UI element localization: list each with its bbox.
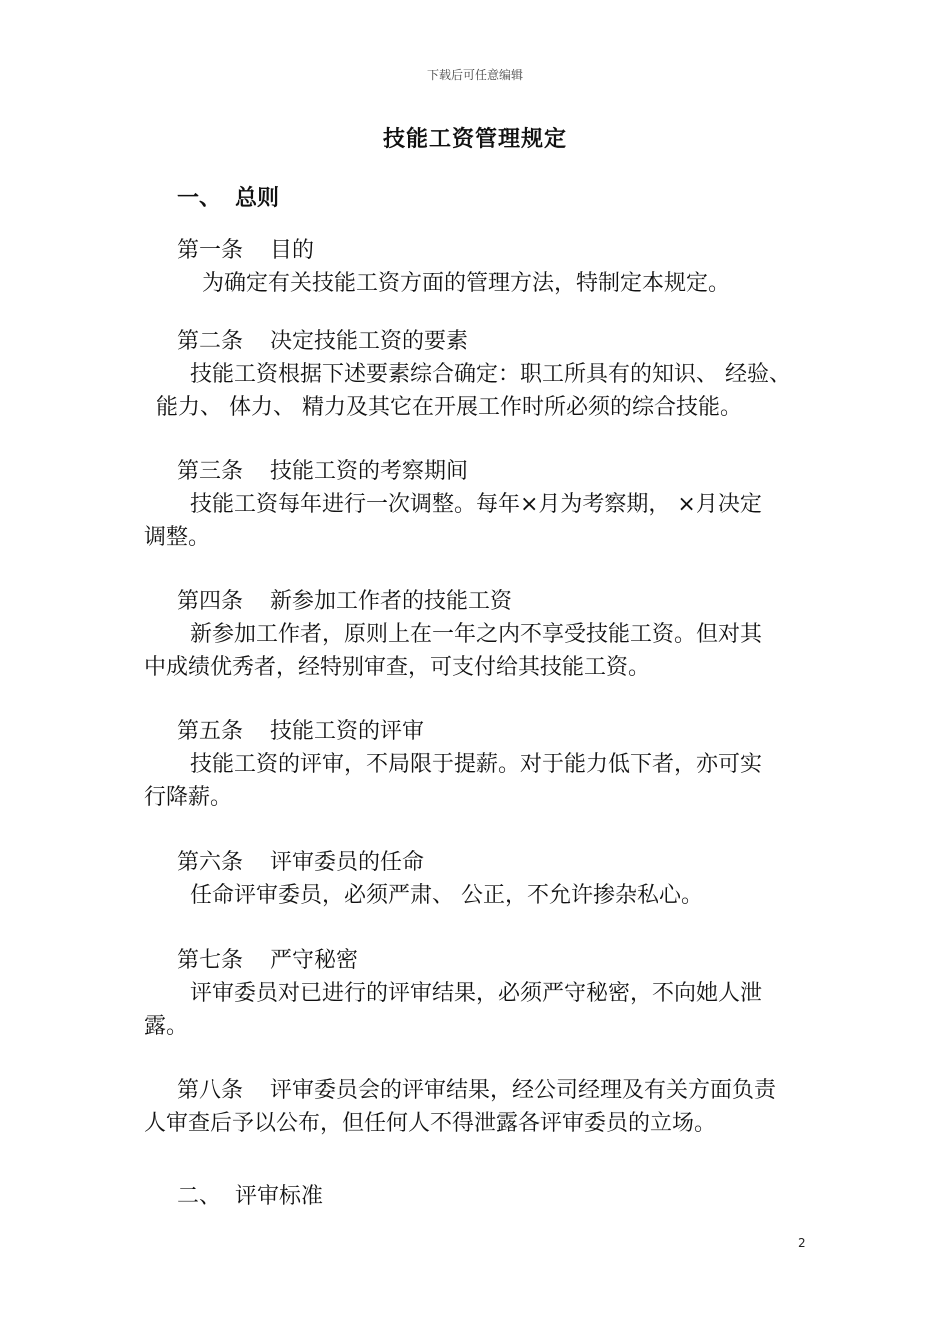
article-1-body-line-1: 为确定有关技能工资方面的管理方法，特制定本规定。 — [202, 271, 731, 296]
article-2-heading — [177, 331, 468, 353]
article-title: 评审委员会的评审结果，经公司经理及有关方面负责 — [270, 1078, 777, 1103]
article-4-body-line-1: 新参加工作者，原则上在一年之内不享受技能工资。但对其 — [190, 622, 763, 647]
page-number: 2 — [798, 1236, 806, 1250]
article-3-body-line-2: 调整。 — [144, 525, 211, 550]
article-7-heading — [177, 950, 358, 972]
article-title: 决定技能工资的要素 — [270, 329, 469, 354]
article-2-body-line-1: 技能工资根据下述要素综合确定：职工所具有的知识、 经验、 — [190, 362, 791, 387]
article-label: 第四条 — [177, 589, 244, 614]
article-8-body-line-1: 人审查后予以公布，但任何人不得泄露各评审委员的立场。 — [144, 1111, 717, 1136]
article-6-heading — [177, 852, 424, 874]
section-number: 一、 — [177, 186, 222, 211]
section-heading-general — [177, 181, 279, 212]
article-5-body-line-2: 行降薪。 — [144, 785, 233, 810]
article-label: 第七条 — [177, 948, 244, 973]
article-title: 目的 — [270, 238, 315, 263]
article-4-heading — [177, 591, 512, 613]
article-title: 技能工资的考察期间 — [270, 459, 469, 484]
article-3-heading — [177, 461, 468, 483]
article-label: 第二条 — [177, 329, 244, 354]
article-label: 第三条 — [177, 459, 244, 484]
article-2-body-line-2: 能力、 体力、 精力及其它在开展工作时所必须的综合技能。 — [156, 395, 742, 420]
header-note: 下载后可任意编辑 — [426, 68, 523, 82]
article-1-heading — [177, 240, 314, 262]
article-label: 第六条 — [177, 850, 244, 875]
article-8-heading — [177, 1080, 776, 1102]
section-title: 总则 — [235, 186, 280, 211]
article-title: 评审委员的任命 — [270, 850, 425, 875]
article-3-body-line-1: 技能工资每年进行一次调整。每年×月为考察期， ×月决定 — [190, 492, 762, 517]
article-title: 技能工资的评审 — [270, 719, 425, 744]
article-label: 第八条 — [177, 1078, 244, 1103]
document-title: 技能工资管理规定 — [382, 127, 567, 152]
section-number: 二、 — [177, 1184, 222, 1209]
article-7-body-line-2: 露。 — [144, 1014, 189, 1039]
article-4-body-line-2: 中成绩优秀者，经特别审查，可支付给其技能工资。 — [144, 655, 651, 680]
section-title: 评审标准 — [235, 1184, 324, 1209]
article-title: 新参加工作者的技能工资 — [270, 589, 513, 614]
article-5-body-line-1: 技能工资的评审，不局限于提薪。对于能力低下者，亦可实 — [190, 752, 763, 777]
article-title: 严守秘密 — [270, 948, 359, 973]
article-6-body-line-1: 任命评审委员，必须严肃、 公正，不允许掺杂私心。 — [190, 883, 703, 908]
article-7-body-line-1: 评审委员对已进行的评审结果，必须严守秘密，不向她人泄 — [190, 981, 763, 1006]
article-label: 第一条 — [177, 238, 244, 263]
section-heading-review-standards — [177, 1179, 323, 1210]
article-5-heading — [177, 721, 424, 743]
article-label: 第五条 — [177, 719, 244, 744]
